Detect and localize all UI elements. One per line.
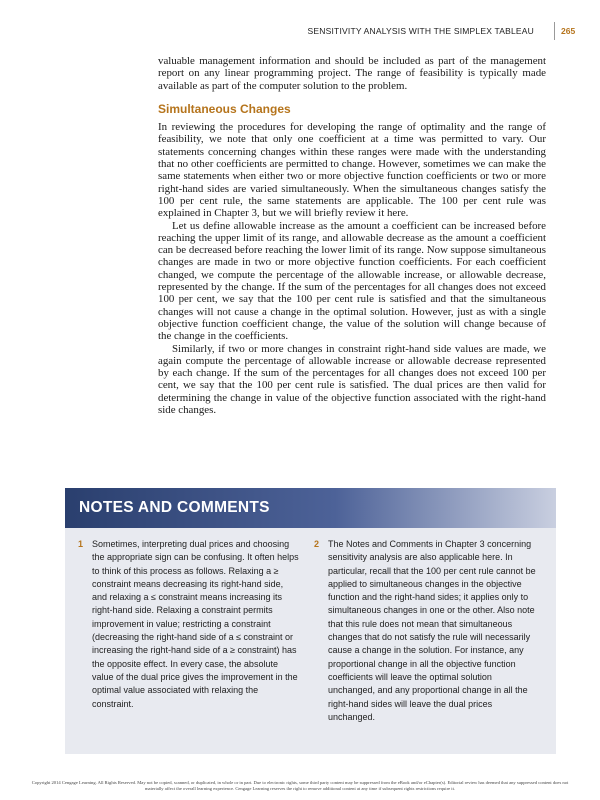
body-text [158,55,546,416]
paragraph-1: In reviewing the procedures for developing the range of optimality and the range of feasibility, we note that only one coefficient at a time was permitted to vary. Our statements concerning changes within these ranges were made with the understanding that no other coefficients are permitted to change. However, sometimes we can make the same statements when either two or more objective function coefficients or two or more right-hand sides are varied simultaneously. When the simultaneous changes satisfy the 100 per cent rule, the same statements are applicable. The 100 per cent rule was explained in Chapter 3, but we will briefly review it here. [158,121,546,220]
note-number-1: 1 [78,539,84,549]
notes-and-comments-box [65,488,556,754]
note-item-2 [314,538,536,724]
paragraph-2: Let us define allowable increase as the amount a coefficient can be increased before reaching the upper limit of its range, and allowable decrease as the amount a coefficient can be decreased before reaching the lower limit of its range. Now suppose simultaneous changes are made in two or more objective function coefficients. For each coefficient changed, we compute the percentage of the allowable increase, or allowable decrease, represented by the change. If the sum of the percentages for all changes does not exceed 100 per cent, we say that the 100 per cent rule is satisfied and that the simultaneous changes will not cause a change in the optimal solution. However, just as with a single objective function coefficient change, the value of the solution will change because of the change in the coefficients. [158,219,546,343]
running-header [0,26,600,40]
section-heading: Simultaneous Changes [158,101,291,116]
page-number: 265 [561,26,576,36]
intro-paragraph: valuable management information and should be included as part of the management report on any linear programming project. The range of feasibility is typically made available as part of the computer solution to the problem. [158,55,546,92]
note-number-2: 2 [314,539,320,549]
notes-title: NOTES AND COMMENTS [79,499,270,516]
note-text-1: Sometimes, interpreting dual prices and choosing the appropriate sign can be confusing. It often helps to think of this process as follows. Relaxing a ≥ constraint means decreasing its right-hand side, and relaxing a ≤ constraint means increasing its right-hand side. Relaxing a constraint permits improvement in value; restricting a constraint (decreasing the right-hand side of a ≤ constraint or increasing the right-hand side of a ≥ constraint) has the opposite effect. In every case, the absolute value of the dual price gives the improvement in the optimal value associated with relaxing the constraint. [92,539,299,709]
copyright-footer: Copyright 2014 Cengage Learning. All Rights Reserved. May not be copied, scanned, or duplicated, in whole or in part. Due to electronic rights, some third party content may be suppressed from the eBook and/or eChapter(s). Editorial review has deemed that any suppressed content does not materially affect the overall learning experience. Cengage Learning reserves the right to remove additional content at any time if subsequent rights restrictions require it. [31,780,569,791]
running-header-title: SENSITIVITY ANALYSIS WITH THE SIMPLEX TABLEAU [307,26,534,36]
header-divider [554,22,555,40]
note-item-1 [78,538,300,711]
notes-header-bar [65,488,556,528]
note-text-2: The Notes and Comments in Chapter 3 concerning sensitivity analysis are also applicable here. In particular, recall that the 100 per cent rule cannot be applied to simultaneous changes in the objective function and the right-hand sides; it applies only to simultaneous changes in one or the other. Also note that this rule does not mean that simultaneous changes that do not satisfy the rule will necessarily cause a change in the solution. For instance, any proportional change in all the objective function coefficients will leave the optimal solution unchanged, and any proportional change in all the right-hand sides will leave the dual prices unchanged. [328,539,536,722]
paragraph-3: Similarly, if two or more changes in constraint right-hand side values are made, we again compute the percentage of allowable increase or allowable decrease represented by each change. If the sum of the percentages for all changes does not exceed 100 per cent, we say that the 100 per cent rule is satisfied. The dual prices are then valid for determining the change in value of the objective function associated with the right-hand side changes. [158,342,546,417]
